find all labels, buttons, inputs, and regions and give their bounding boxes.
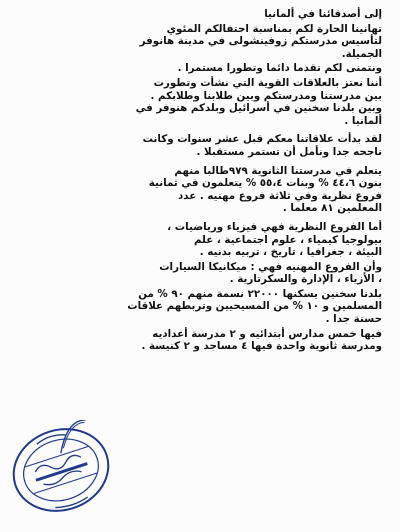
town-line: المسلمين و ١٠ % من المسيحيين وتربطهم علاقات xyxy=(127,300,382,313)
vocational-branches-paragraph xyxy=(20,261,382,286)
greeting-line: تهانينا الحارة لكم بمناسبة احتفالكم المئوي xyxy=(166,22,382,35)
letter-body xyxy=(20,8,382,355)
history-line: ناجحه جدا ونأمل أن تستمر مستقبلا . xyxy=(196,145,382,158)
schools-line: ومدرسة ثانوية واحدة فيها ٤ مساجد و ٢ كنيسة . xyxy=(141,340,382,353)
wishes-paragraph xyxy=(20,62,382,75)
greeting-line: الجميلة. xyxy=(341,47,382,60)
town-paragraph xyxy=(20,288,382,326)
vocational-line: ، الأزياء ، الإدارة والسكرتارية . xyxy=(229,273,382,286)
students-line: بنون ٤٤،٦ % وبنات ٥٥،٤ % يتعلمون في ثمانية xyxy=(148,177,382,190)
history-paragraph xyxy=(20,133,382,158)
town-line: بلدنا سخنين يسكنها ٢٢٠٠٠ نسمة منهم ٩٠ % من xyxy=(138,287,382,300)
pride-paragraph xyxy=(20,77,382,127)
salutation-paragraph xyxy=(20,8,382,21)
theory-branches-paragraph xyxy=(20,221,382,259)
schools-paragraph xyxy=(20,328,382,353)
salutation-line: إلى أصدقائنا في ألمانيا xyxy=(264,8,382,20)
schools-line: فيها خمس مدارس أبتدائيه و ٢ مدرسة أعداديه xyxy=(152,327,382,340)
pride-line: أننا نعتز بالعلاقات القوية التي نشأت وتطورت xyxy=(153,76,382,89)
students-line: فروع نظرية وفي ثلاثة فروع مهنيه . عدد xyxy=(177,189,382,202)
pride-line: ألمانيا . xyxy=(344,114,382,127)
pride-line: بين مدرستنا ومدرستكم وبين طلابنا وطلابكم . xyxy=(150,89,382,102)
theory-line: البيئة ، جغرافيا ، تاريخ ، تربيه بدنيه . xyxy=(199,246,382,259)
history-line: لقد بدأت علاقاتنا معكم قبل عشر سنوات وكانت xyxy=(142,133,382,146)
greeting-line: لتأسيس مدرستكم زوفينشولى في مدينة هانوفر xyxy=(139,35,382,48)
greeting-paragraph xyxy=(20,23,382,61)
pride-line: وبين بلدنا سخنين في أسرائيل وبلدكم هنوفر في xyxy=(135,102,382,115)
theory-line: أما الفروع النظرية فهي فيزياء ورياضيات ، xyxy=(167,220,382,233)
vocational-line: وأن الفروع المهنيه فهي : ميكانيكا السيارات xyxy=(159,260,382,273)
students-line: يتعلم في مدرستنا الثانوية ٩٧٩طالبا منهم xyxy=(174,164,382,177)
theory-line: بيولوجيا كيمياء ، علوم اجتماعية ، علم xyxy=(193,233,382,246)
wishes-line: ونتمنى لكم تقدما دائما وتطورا مستمرا . xyxy=(177,62,382,75)
school-seal-stamp-icon xyxy=(6,420,116,520)
town-line: حسنة جدا . xyxy=(325,313,382,326)
students-line: المعلمين ٨١ معلما . xyxy=(282,202,382,215)
students-paragraph xyxy=(20,165,382,215)
